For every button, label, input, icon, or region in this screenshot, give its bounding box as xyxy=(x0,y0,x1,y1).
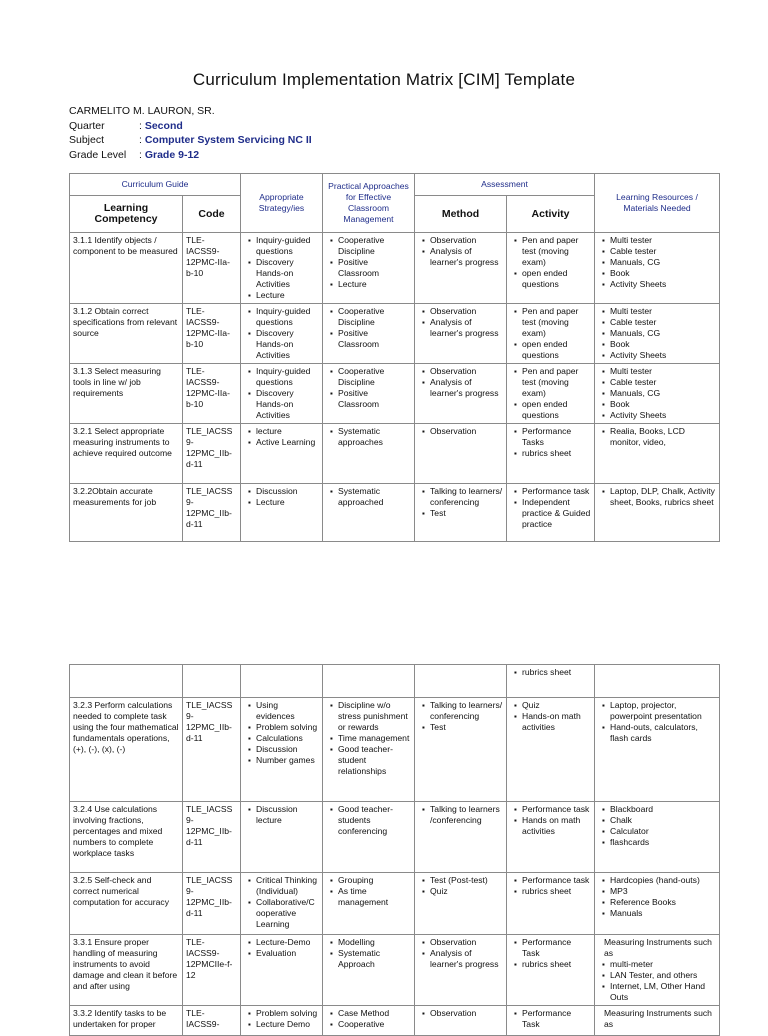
list-item: ▪ Pen and paper test (moving exam) xyxy=(516,366,591,399)
list-item: ▪ Performance task xyxy=(516,875,591,886)
list-item: ▪ Performance task xyxy=(516,804,591,815)
list-item: ▪ Modelling xyxy=(332,937,411,948)
list-item: ▪ rubrics sheet xyxy=(516,667,591,678)
list-item: ▪ Inquiry-guided questions xyxy=(250,366,319,388)
list-item: ▪ Positive Classroom xyxy=(332,257,411,279)
cell-strategies xyxy=(241,364,323,424)
list-item: ▪ Manuals, CG xyxy=(604,388,716,399)
cell-resources xyxy=(595,424,720,484)
list-item: ▪ Realia, Books, LCD monitor, video, xyxy=(604,426,716,448)
cell-resources xyxy=(595,935,720,1006)
cell-activity xyxy=(507,424,595,484)
header-approaches: Practical Approaches for Effective Classroom Management xyxy=(323,174,415,233)
table-row xyxy=(70,935,720,1006)
list-item: ▪ Good teacher-students conferencing xyxy=(332,804,411,837)
list-item: ▪ Performance Task xyxy=(516,1008,591,1030)
list-item: ▪ Chalk xyxy=(604,815,716,826)
list-item: ▪ Manuals xyxy=(604,908,716,919)
list-item: ▪ Calculator xyxy=(604,826,716,837)
table-row xyxy=(70,873,720,935)
cell-approaches xyxy=(323,698,415,802)
cell-strategies xyxy=(241,233,323,304)
list-item: ▪ Grouping xyxy=(332,875,411,886)
list-item: ▪ Problem solving xyxy=(250,1008,319,1019)
cell-resources xyxy=(595,1006,720,1036)
list-item: ▪ Discovery Hands-on Activities xyxy=(250,257,319,290)
list-item: ▪ flashcards xyxy=(604,837,716,848)
cell-code: TLE_IACSS9-12PMC_IIb-d-11 xyxy=(183,484,241,542)
table1-body xyxy=(70,233,720,542)
cell-code: TLE-IACSS9-12PMC-IIa-b-10 xyxy=(183,233,241,304)
list-item: ▪ Test (Post-test) xyxy=(424,875,503,886)
cell-resources xyxy=(595,364,720,424)
list-item: ▪ Critical Thinking (Individual) xyxy=(250,875,319,897)
cell-resources xyxy=(595,698,720,802)
list-item: ▪ Using evidences xyxy=(250,700,319,722)
list-item: ▪ open ended questions xyxy=(516,268,591,290)
list-item: ▪ Systematic approached xyxy=(332,486,411,508)
cell-approaches xyxy=(323,364,415,424)
list-item: ▪ Collaborative/Cooperative Learning xyxy=(250,897,319,930)
cell-method xyxy=(415,424,507,484)
cell-approaches xyxy=(323,424,415,484)
header-assessment: Assessment xyxy=(415,174,595,196)
list-item: ▪ Multi tester xyxy=(604,235,716,246)
list-item: ▪ Blackboard xyxy=(604,804,716,815)
header-resources: Learning Resources / Materials Needed xyxy=(595,174,720,233)
list-item: ▪ Analysis of learner's progress xyxy=(424,377,503,399)
cell-activity xyxy=(507,233,595,304)
cell-method xyxy=(415,233,507,304)
list-item: ▪ Performance Task xyxy=(516,937,591,959)
list-item: ▪ Observation xyxy=(424,235,503,246)
list-item: ▪ Analysis of learner's progress xyxy=(424,246,503,268)
cell-strategies xyxy=(241,304,323,364)
resources-intro: Measuring Instruments such as xyxy=(604,937,712,958)
list-item: ▪ Laptop, DLP, Chalk, Activity sheet, Books, rubrics sheet xyxy=(604,486,716,508)
list-item: ▪ Internet, LM, Other Hand Outs xyxy=(604,981,716,1003)
list-item: ▪ Observation xyxy=(424,366,503,377)
cell-code: TLE-IACSS9-12PMC-IIa-b-10 xyxy=(183,304,241,364)
list-item: ▪ Hardcopies (hand-outs) xyxy=(604,875,716,886)
list-item: ▪ Positive Classroom xyxy=(332,328,411,350)
cell-code: TLE-IACSS9-12PMC-IIa-b-10 xyxy=(183,364,241,424)
meta-value: Grade 9-12 xyxy=(144,148,200,161)
cell-strategies xyxy=(241,424,323,484)
meta-label: Subject xyxy=(69,134,105,146)
list-item: ▪ Reference Books xyxy=(604,897,716,908)
cell-competency: 3.2.5 Self-check and correct numerical computation for accuracy xyxy=(70,873,183,935)
table-row xyxy=(70,484,720,542)
meta-value: Computer System Servicing NC II xyxy=(144,134,312,146)
list-item: ▪ Book xyxy=(604,399,716,410)
list-item: ▪ Performance task xyxy=(516,486,591,497)
cell-method xyxy=(415,304,507,364)
cell-strategies xyxy=(241,484,323,542)
list-item: ▪ Discussion xyxy=(250,744,319,755)
cell-resources xyxy=(595,873,720,935)
meta-row-subject: Subject : Computer System Servicing NC II xyxy=(69,134,312,146)
list-item: ▪ Observation xyxy=(424,426,503,437)
list-item: ▪ rubrics sheet xyxy=(516,448,591,459)
meta-row-quarter: Quarter : Second xyxy=(69,119,183,132)
list-item: ▪ Observation xyxy=(424,1008,503,1019)
list-item: ▪ Lecture xyxy=(250,497,319,508)
list-item: ▪ Inquiry-guided questions xyxy=(250,306,319,328)
list-item: ▪ Activity Sheets xyxy=(604,410,716,421)
list-item: ▪ Hands-on math activities xyxy=(516,711,591,733)
document-title: Curriculum Implementation Matrix [CIM] Template xyxy=(192,70,576,89)
cell-activity xyxy=(507,873,595,935)
cell-method xyxy=(415,802,507,873)
cell-method xyxy=(415,698,507,802)
cim-table-page1 xyxy=(69,173,720,542)
meta-label: Grade Level xyxy=(69,148,127,161)
header-curriculum-guide: Curriculum Guide xyxy=(70,174,241,196)
list-item: ▪ Test xyxy=(424,508,503,519)
cell-strategies xyxy=(241,935,323,1006)
list-item: ▪ Activity Sheets xyxy=(604,350,716,361)
list-item: ▪ Hands on math activities xyxy=(516,815,591,837)
list-item: ▪ Book xyxy=(604,339,716,350)
cell-approaches xyxy=(323,304,415,364)
list-item: ▪ Manuals, CG xyxy=(604,257,716,268)
list-item: ▪ Test xyxy=(424,722,503,733)
list-item: ▪ Quiz xyxy=(516,700,591,711)
cell-competency: 3.3.1 Ensure proper handling of measuring instruments to avoid damage and clean it before and after using xyxy=(70,935,183,1006)
cell-code: TLE_IACSS9-12PMC_IIb-d-11 xyxy=(183,424,241,484)
cell-code: TLE-IACSS9-12PMCIIe-f-12 xyxy=(183,935,241,1006)
table-row xyxy=(70,304,720,364)
cell-code: TLE_IACSS9-12PMC_IIb-d-11 xyxy=(183,873,241,935)
list-item: ▪ As time management xyxy=(332,886,411,908)
document-meta xyxy=(69,104,312,162)
table-row xyxy=(70,665,720,698)
table-row xyxy=(70,1006,720,1036)
list-item: ▪ Book xyxy=(604,268,716,279)
cell-code: TLE_IACSS9-12PMC_IIb-d-11 xyxy=(183,802,241,873)
cell-competency: 3.3.2 Identify tasks to be undertaken for proper xyxy=(70,1006,183,1036)
list-item: ▪ open ended questions xyxy=(516,339,591,361)
cell-activity xyxy=(507,802,595,873)
meta-label: Quarter xyxy=(69,119,105,132)
list-item: ▪ Lecture-Demo xyxy=(250,937,319,948)
list-item: ▪ lecture xyxy=(250,426,319,437)
cell-competency: 3.2.1 Select appropriate measuring instruments to achieve required outcome xyxy=(70,424,183,484)
cell-competency: 3.1.3 Select measuring tools in line w/ job requirements xyxy=(70,364,183,424)
teacher-name: CARMELITO M. LAURON, SR. xyxy=(69,105,215,117)
cell-activity xyxy=(507,698,595,802)
cell-method xyxy=(415,1006,507,1036)
resources-intro: Measuring Instruments such as xyxy=(604,1008,712,1029)
cell-strategies xyxy=(241,802,323,873)
list-item: ▪ Cooperative xyxy=(332,1019,411,1030)
list-item: ▪ rubrics sheet xyxy=(516,959,591,970)
list-item: ▪ Lecture Demo xyxy=(250,1019,319,1030)
cell-method xyxy=(415,484,507,542)
cell-code: TLE-IACSS9- xyxy=(183,1006,241,1036)
list-item: ▪ MP3 xyxy=(604,886,716,897)
cell-strategies xyxy=(241,698,323,802)
cell-competency: 3.1.1 Identify objects / component to be measured xyxy=(70,233,183,304)
list-item: ▪ Multi tester xyxy=(604,366,716,377)
list-item: ▪ Evaluation xyxy=(250,948,319,959)
cell-strategies xyxy=(241,1006,323,1036)
cell-competency: 3.1.2 Obtain correct specifications from relevant source xyxy=(70,304,183,364)
table-row xyxy=(70,233,720,304)
list-item: ▪ Cooperative Discipline xyxy=(332,366,411,388)
list-item: ▪ Hand-outs, calculators, flash cards xyxy=(604,722,716,744)
list-item: ▪ Cable tester xyxy=(604,317,716,328)
cell-activity xyxy=(507,364,595,424)
cell-approaches xyxy=(323,233,415,304)
list-item: ▪ Good teacher-student relationships xyxy=(332,744,411,777)
list-item: ▪ Cable tester xyxy=(604,377,716,388)
cell-method xyxy=(415,935,507,1006)
list-item: ▪ Lecture xyxy=(250,290,319,301)
list-item: ▪ Activity Sheets xyxy=(604,279,716,290)
meta-row-grade: Grade Level : Grade 9-12 xyxy=(69,148,200,161)
table-row xyxy=(70,364,720,424)
list-item: ▪ Analysis of learner's progress xyxy=(424,948,503,970)
list-item: ▪ Calculations xyxy=(250,733,319,744)
table2-body xyxy=(70,665,720,1036)
meta-value: Second xyxy=(144,119,183,132)
header-code: Code xyxy=(183,196,241,233)
cell-activity xyxy=(507,484,595,542)
cell-competency: 3.2.3 Perform calculations needed to complete task using the four mathematical fundamentals operations, (+), (-), (x), (-) xyxy=(70,698,183,802)
list-item: ▪ Active Learning xyxy=(250,437,319,448)
list-item: ▪ Discovery Hands-on Activities xyxy=(250,328,319,361)
cell-activity xyxy=(507,304,595,364)
cell-resources xyxy=(595,484,720,542)
list-item: ▪ Systematic approaches xyxy=(332,426,411,448)
list-item: ▪ Observation xyxy=(424,937,503,948)
list-item: ▪ Analysis of learner's progress xyxy=(424,317,503,339)
cell-method xyxy=(415,873,507,935)
list-item: ▪ Case Method xyxy=(332,1008,411,1019)
list-item: ▪ Quiz xyxy=(424,886,503,897)
list-item: ▪ open ended questions xyxy=(516,399,591,421)
list-item: ▪ Talking to learners /conferencing xyxy=(424,804,503,826)
list-item: ▪ Discussion xyxy=(250,486,319,497)
cell-method xyxy=(415,364,507,424)
cell-activity xyxy=(507,665,595,698)
list-item: ▪ Time management xyxy=(332,733,411,744)
list-item: ▪ rubrics sheet xyxy=(516,886,591,897)
cell-activity xyxy=(507,1006,595,1036)
list-item: ▪ multi-meter xyxy=(604,959,716,970)
list-item: ▪ Laptop, projector, powerpoint presentation xyxy=(604,700,716,722)
cell-approaches xyxy=(323,802,415,873)
list-item: ▪ Pen and paper test (moving exam) xyxy=(516,306,591,339)
list-item: ▪ Multi tester xyxy=(604,306,716,317)
list-item: ▪ Observation xyxy=(424,306,503,317)
list-item: ▪ Inquiry-guided questions xyxy=(250,235,319,257)
cell-approaches xyxy=(323,484,415,542)
cell-competency: 3.2.4 Use calculations involving fractions, percentages and mixed numbers to complete workplace tasks xyxy=(70,802,183,873)
header-learning-competency: Learning Competency xyxy=(70,196,183,233)
cell-resources xyxy=(595,802,720,873)
cell-approaches xyxy=(323,1006,415,1036)
table-row xyxy=(70,424,720,484)
list-item: ▪ Talking to learners/ conferencing xyxy=(424,486,503,508)
table-row xyxy=(70,802,720,873)
cell-activity xyxy=(507,935,595,1006)
list-item: ▪ Cooperative Discipline xyxy=(332,235,411,257)
list-item: ▪ Talking to learners/ conferencing xyxy=(424,700,503,722)
cell-approaches xyxy=(323,873,415,935)
cell-approaches xyxy=(323,935,415,1006)
list-item: ▪ Independent practice & Guided practice xyxy=(516,497,591,530)
list-item: ▪ Discipline w/o stress punishment or rewards xyxy=(332,700,411,733)
list-item: ▪ Cooperative Discipline xyxy=(332,306,411,328)
list-item: ▪ Discovery Hands-on Activities xyxy=(250,388,319,421)
cell-strategies xyxy=(241,873,323,935)
list-item: ▪ Pen and paper test (moving exam) xyxy=(516,235,591,268)
list-item: ▪ Positive Classroom xyxy=(332,388,411,410)
cell-resources xyxy=(595,304,720,364)
list-item: ▪ Number games xyxy=(250,755,319,766)
list-item: ▪ Discussion lecture xyxy=(250,804,319,826)
list-item: ▪ Systematic Approach xyxy=(332,948,411,970)
list-item: ▪ Cable tester xyxy=(604,246,716,257)
cell-resources xyxy=(595,233,720,304)
list-item: ▪ Manuals, CG xyxy=(604,328,716,339)
list-item: ▪ LAN Tester, and others xyxy=(604,970,716,981)
list-item: ▪ Problem solving xyxy=(250,722,319,733)
table-row xyxy=(70,698,720,802)
header-activity: Activity xyxy=(507,196,595,233)
cell-code: TLE_IACSS9-12PMC_IIb-d-11 xyxy=(183,698,241,802)
list-item: ▪ Lecture xyxy=(332,279,411,290)
header-method: Method xyxy=(415,196,507,233)
header-strategies: Appropriate Strategy/ies xyxy=(241,174,323,233)
cim-table-page2 xyxy=(69,664,720,1036)
cell-competency: 3.2.2Obtain accurate measurements for job xyxy=(70,484,183,542)
list-item: ▪ Performance Tasks xyxy=(516,426,591,448)
